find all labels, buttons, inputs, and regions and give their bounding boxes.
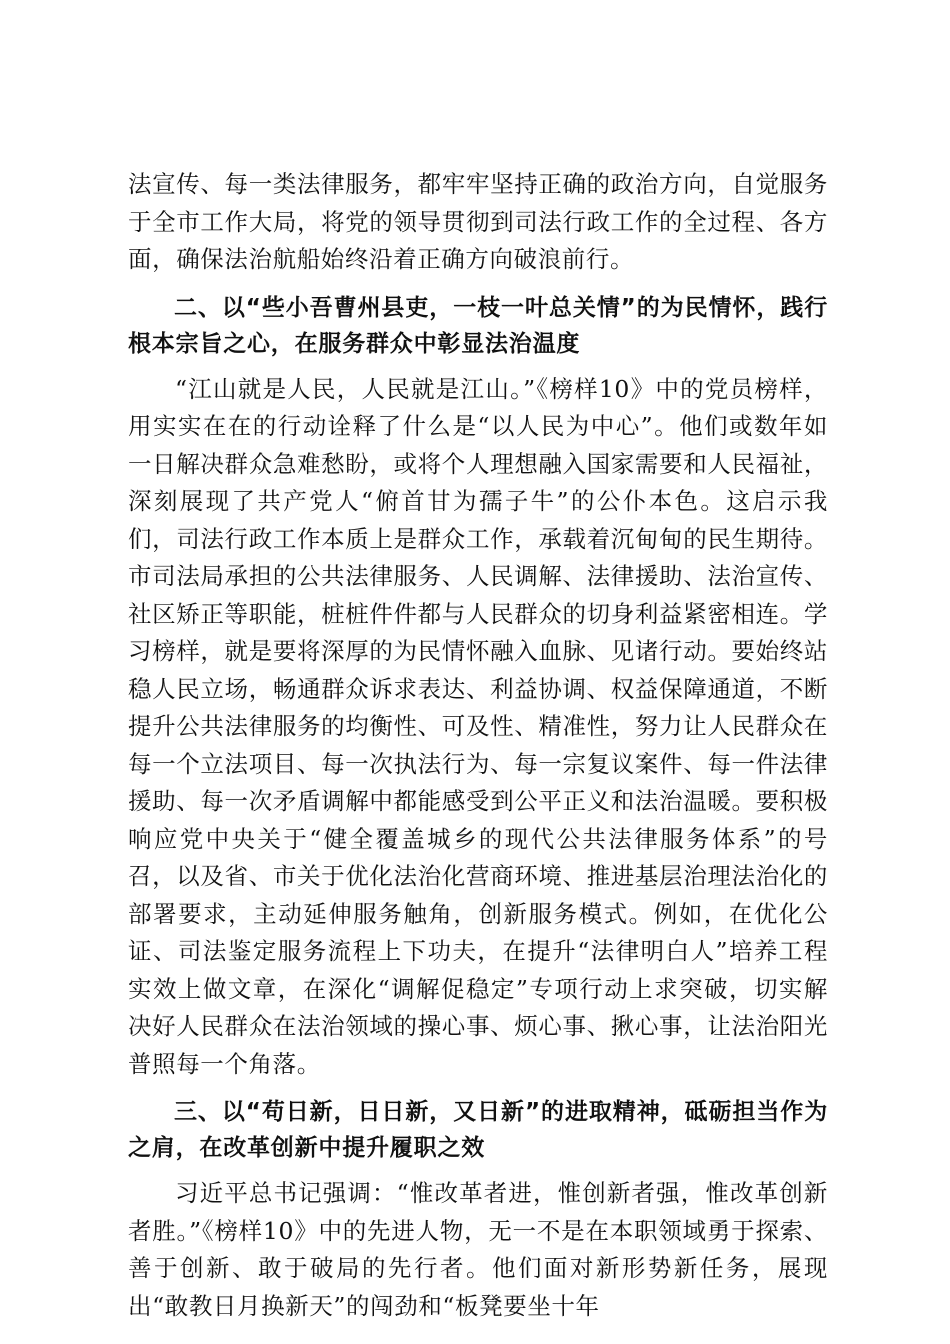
paragraph-continued: 法宣传、每一类法律服务，都牢牢坚持正确的政治方向，自觉服务于全市工作大局，将党的领导贯彻到司法行政工作的全过程、各方面，确保法治航船始终沿着正确方向破浪前行。 — [128, 170, 828, 273]
section-heading-3: 三、以“苟日新，日日新，又日新”的进取精神，砥砺担当作为之肩，在改革创新中提升履职之效 — [128, 1099, 828, 1161]
paragraph-3: 习近平总书记强调：“惟改革者进，惟创新者强，惟改革创新者胜。”《榜样10》中的先进人物，无一不是在本职领域勇于探索、善于创新、敢于破局的先行者。他们面对新形势新任务，展现出“敢教日月换新天”的闯劲和“板凳要坐十年 — [128, 1179, 828, 1320]
document-body — [128, 166, 828, 1325]
section-heading-2: 二、以“些小吾曹州县吏，一枝一叶总关情”的为民情怀，践行根本宗旨之心，在服务群众中彰显法治温度 — [128, 294, 828, 357]
paragraph-2: “江山就是人民，人民就是江山。”《榜样10》中的党员榜样，用实实在在的行动诠释了什么是“以人民为中心”。他们或数年如一日解决群众急难愁盼，或将个人理想融入国家需要和人民福祉，深刻展现了共产党人“俯首甘为孺子牛”的公仆本色。这启示我们，司法行政工作本质上是群众工作，承载着沉甸甸的民生期待。市司法局承担的公共法律服务、人民调解、法律援助、法治宣传、社区矫正等职能，桩桩件件都与人民群众的切身利益紧密相连。学习榜样，就是要将深厚的为民情怀融入血脉、见诸行动。要始终站稳人民立场，畅通群众诉求表达、利益协调、权益保障通道，不断提升公共法律服务的均衡性、可及性、精准性，努力让人民群众在每一个立法项目、每一次执法行为、每一宗复议案件、每一件法律援助、每一次矛盾调解中都能感受到公平正义和法治温暖。要积极响应党中央关于“健全覆盖城乡的现代公共法律服务体系”的号召，以及省、市关于优化法治化营商环境、推进基层治理法治化的部署要求，主动延伸服务触角，创新服务模式。例如，在优化公证、司法鉴定服务流程上下功夫，在提升“法律明白人”培养工程实效上做文章，在深化“调解促稳定”专项行动上求突破，切实解决好人民群众在法治领域的操心事、烦心事、揪心事，让法治阳光普照每一个角落。 — [128, 374, 828, 1078]
